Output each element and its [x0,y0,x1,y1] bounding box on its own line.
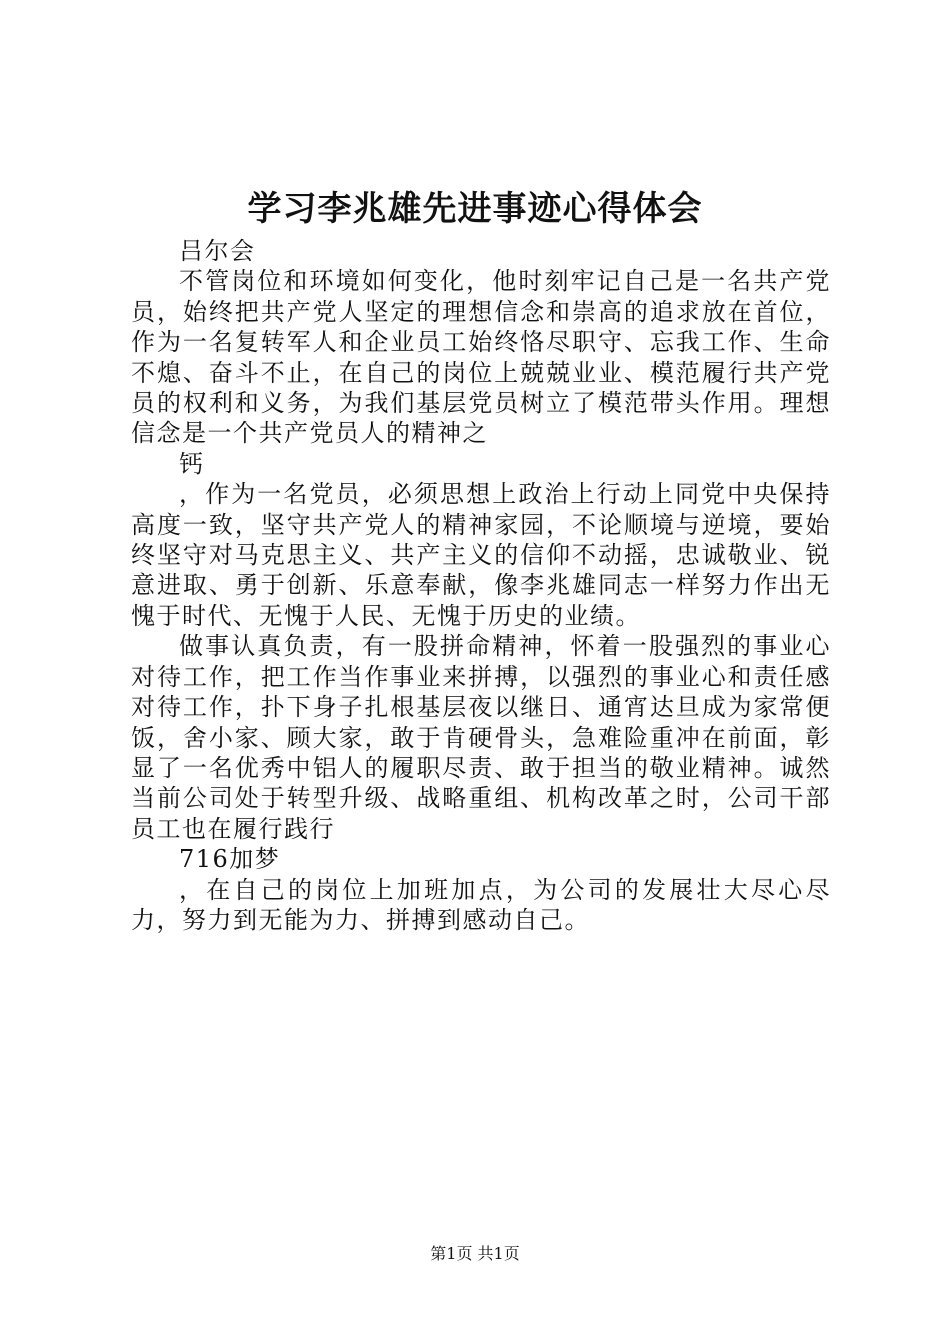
author-line: 吕尔会 [179,237,256,265]
paragraph-2: 钙 [179,449,205,478]
paragraph-3: ，作为一名党员，必须思想上政治上行动上同党中央保持高度一致，坚守共产党人的精神家园，不论顺境与逆境，要始终坚守对马克思主义、共产主义的信仰不动摇，忠诚敬业、锐意进取、勇于创新、乐意奉献，像李兆雄同志一样努力作出无愧于时代、无愧于人民、无愧于历史的业绩。 [131,480,831,630]
document-title: 学习李兆雄先进事迹心得体会 [247,189,703,229]
paragraph-1: 不管岗位和环境如何变化，他时刻牢记自己是一名共产党员，始终把共产党人坚定的理想信念和崇高的追求放在首位，作为一名复转军人和企业员工始终恪尽职守、忘我工作、生命不熄、奋斗不止，在自己的岗位上兢兢业业、模范履行共产党员的权利和义务，为我们基层党员树立了模范带头作用。理想信念是一个共产党员人的精神之 [131,267,831,448]
page-footer: 第1页 共1页 [430,1244,520,1263]
paragraph-4: 做事认真负责，有一股拼命精神，怀着一股强烈的事业心对待工作，把工作当作事业来拼搏，以强烈的事业心和责任感对待工作，扑下身子扎根基层夜以继日、通宵达旦成为家常便饭，舍小家、顾大家，敢于肯硬骨头，急难险重冲在前面，彰显了一名优秀中铝人的履职尽责、敢于担当的敬业精神。诚然当前公司处于转型升级、战略重组、机构改革之时，公司干部员工也在履行践行 [131,632,831,843]
paragraph-5: 716加梦 [179,845,281,874]
document-body [131,236,831,935]
paragraph-6: ，在自己的岗位上加班加点，为公司的发展壮大尽心尽力，努力到无能为力、拼搏到感动自己。 [131,875,831,934]
